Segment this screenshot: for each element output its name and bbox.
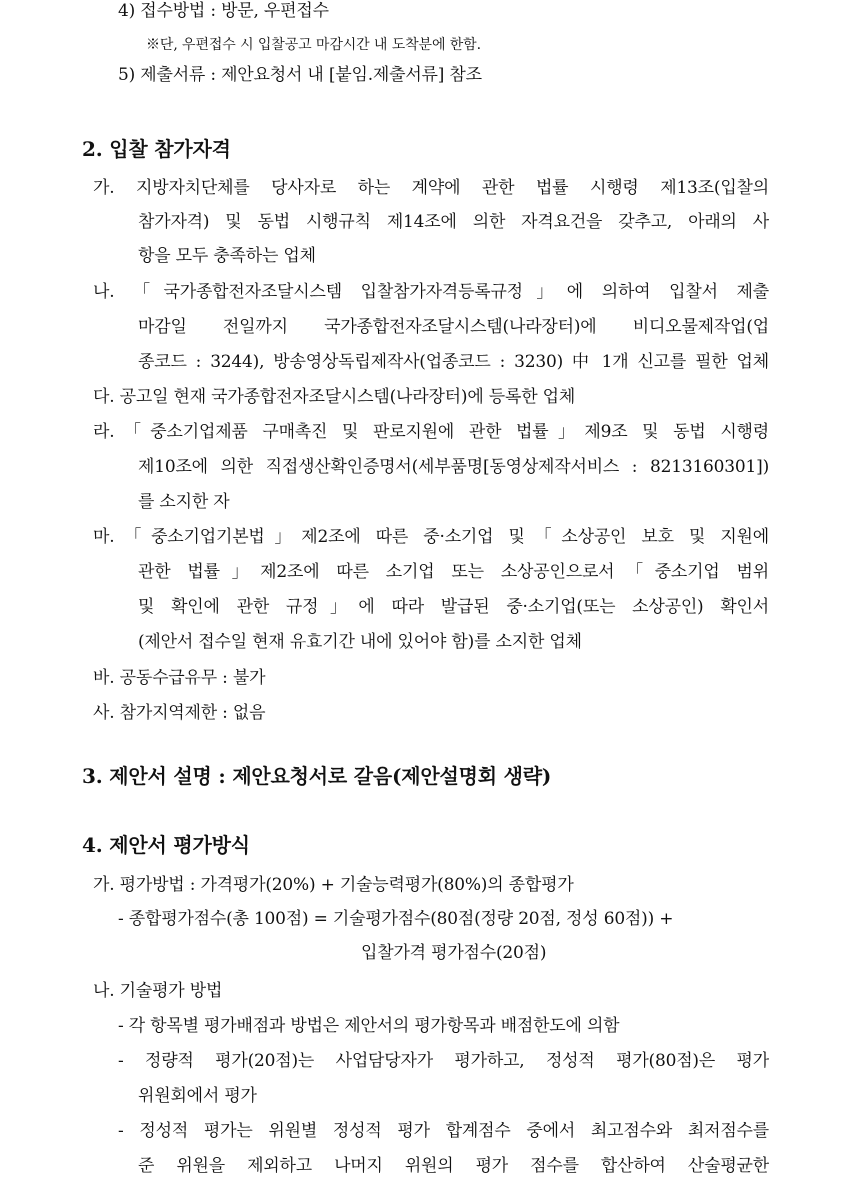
technical-evaluation-bullet2-line1: - 정량적 평가(20점)는 사업담당자가 평가하고, 정성적 평가(80점)은 평가 [118,1051,769,1071]
eligibility-na-line1: 나. 「국가종합전자조달시스템 입찰참가자격등록규정」에 의하여 입찰서 제출 [93,282,769,302]
submission-method: 4) 접수방법 : 방문, 우편접수 [118,1,329,21]
evaluation-total-score-line2: 입찰가격 평가점수(20점) [361,943,547,963]
eligibility-da: 다. 공고일 현재 국가종합전자조달시스템(나라장터)에 등록한 업체 [93,387,576,407]
section-heading-eligibility: 2. 입찰 참가자격 [82,137,231,161]
eligibility-ma-line2: 관한 법률」제2조에 따른 소기업 또는 소상공인으로서「중소기업 범위 [138,562,769,582]
eligibility-ra-line2: 제10조에 의한 직접생산확인증명서(세부품명[동영상제작서비스 : 8213160301]) [138,457,769,477]
submission-documents: 5) 제출서류 : 제안요청서 내 [붙임.제출서류] 참조 [118,65,482,85]
eligibility-ma-line4: (제안서 접수일 현재 유효기간 내에 있어야 함)를 소지한 업체 [138,632,582,652]
eligibility-ba: 바. 공동수급유무 : 불가 [93,668,266,688]
technical-evaluation-bullet2-line2: 위원회에서 평가 [138,1086,257,1106]
section-heading-evaluation: 4. 제안서 평가방식 [82,833,250,857]
eligibility-sa: 사. 참가지역제한 : 없음 [93,703,266,723]
technical-evaluation-bullet3-line2: 준 위원을 제외하고 나머지 위원의 평가 점수를 합산하여 산술평균한 [138,1156,769,1176]
technical-evaluation-bullet1: - 각 항목별 평가배점과 방법은 제안서의 평가항목과 배점한도에 의함 [118,1016,620,1036]
eligibility-na-line3: 종코드 : 3244), 방송영상독립제작사(업종코드 : 3230) 中 1개 신고를 필한 업체 [138,352,769,372]
mail-submission-note: ※단, 우편접수 시 입찰공고 마감시간 내 도착분에 한함. [146,37,481,53]
eligibility-ga-line3: 항을 모두 충족하는 업체 [138,246,316,266]
eligibility-ma-line3: 및 확인에 관한 규정」에 따라 발급된 중·소기업(또는 소상공인) 확인서 [138,597,769,617]
eligibility-na-line2: 마감일 전일까지 국가종합전자조달시스템(나라장터)에 비디오물제작업(업 [138,317,769,337]
eligibility-ra-line3: 를 소지한 자 [138,492,230,512]
technical-evaluation-heading: 나. 기술평가 방법 [93,981,223,1001]
evaluation-method: 가. 평가방법 : 가격평가(20%) + 기술능력평가(80%)의 종합평가 [93,875,574,895]
eligibility-ga-line1: 가. 지방자치단체를 당사자로 하는 계약에 관한 법률 시행령 제13조(입찰의 [93,178,769,198]
section-heading-proposal-briefing: 3. 제안서 설명 : 제안요청서로 갈음(제안설명회 생략) [82,764,552,788]
evaluation-total-score-line1: - 종합평가점수(총 100점) = 기술평가점수(80점(정량 20점, 정성 60점)) + [118,909,674,929]
eligibility-ga-line2: 참가자격) 및 동법 시행규칙 제14조에 의한 자격요건을 갖추고, 아래의 사 [138,212,769,232]
eligibility-ra-line1: 라.「중소기업제품 구매촉진 및 판로지원에 관한 법률」제9조 및 동법 시행령 [93,422,769,442]
eligibility-ma-line1: 마.「중소기업기본법」제2조에 따른 중·소기업 및「소상공인 보호 및 지원에 [93,527,769,547]
technical-evaluation-bullet3-line1: - 정성적 평가는 위원별 정성적 평가 합계점수 중에서 최고점수와 최저점수를 [118,1121,769,1141]
